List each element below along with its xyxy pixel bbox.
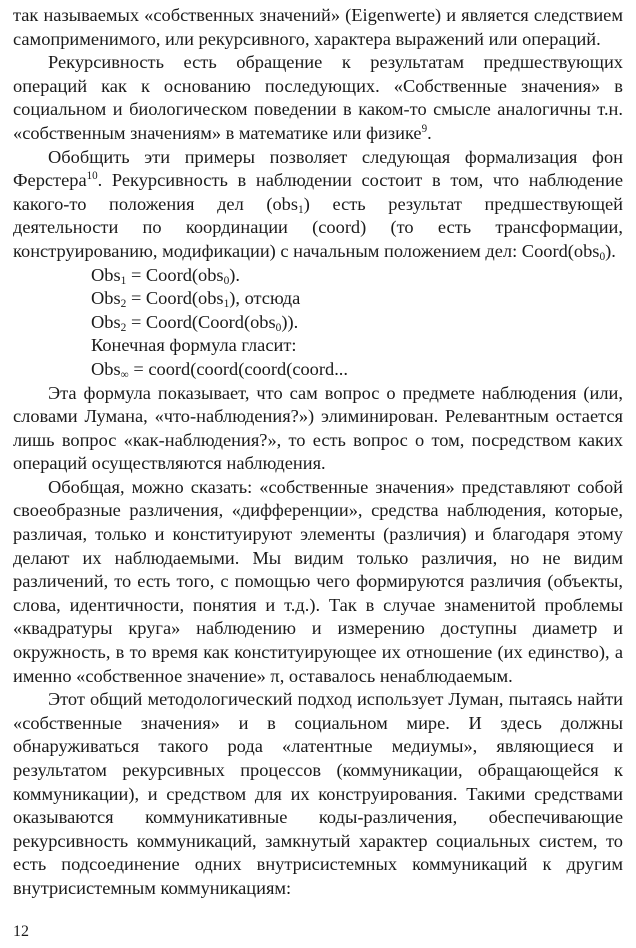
- paragraph-4: [13, 382, 623, 476]
- paragraph-3-text-b: . Рекурсивность в наблюдении состоит в том, что наблюдение какого-то положения дел (obs: [13, 170, 623, 214]
- paragraph-3: [13, 146, 623, 264]
- formula-intro-text: Конечная формула гласит:: [91, 335, 297, 356]
- formula-3: [13, 311, 623, 335]
- formula-2-part-b: = Coord(obs: [126, 288, 224, 309]
- footnote-9-marker: 9: [421, 123, 428, 136]
- formula-3-part-c: )).: [281, 311, 299, 332]
- paragraph-5: [13, 476, 623, 688]
- formula-3-part-a: Obs: [91, 311, 121, 332]
- formula-final: [13, 358, 623, 382]
- page-number: 12: [13, 923, 29, 940]
- formula-2: [13, 287, 623, 311]
- paragraph-2-text: Рекурсивность есть обращение к результатам предшествующих операций как к основанию последующих. «Собственные значения» в социальном и биологическом поведении в каком-то смысле аналогичны т.н. «собственным значениям» в математике или физике: [13, 52, 623, 143]
- paragraph-3-text-a: Обобщить эти примеры позволяет следующая формализация фон Ферстера: [13, 146, 623, 191]
- subscript-0: 0: [599, 251, 606, 264]
- formula-2-sub-b: 1: [223, 298, 230, 311]
- formula-2-part-c: ), отсюда: [229, 288, 301, 309]
- paragraph-6-text: Этот общий методологический подход использует Луман, пытаясь найти «собственные значения» и в социальном мире. И здесь должны обнаруживаться такого рода «латентные медиумы», являющиеся и результатом рекурсивных процессов (коммуникации, обращающейся к коммуникации), и средством для их конструирования. Такими средствами оказываются коммуникативные коды-различения, обеспечивающие рекурсивность коммуникаций, замкнутый характер социальных систем, то есть подсоединение одних внутрисистемных коммуникаций к другим внутрисистемным коммуникациям:: [13, 689, 623, 898]
- paragraph-1-text: так называемых «собственных значений» (Eigenwerte) и является следствием самоприменимого, или рекурсивного, характера выражений или операций.: [13, 5, 623, 49]
- formula-2-part-a: Obs: [91, 288, 121, 309]
- paragraph-2-end: .: [427, 122, 432, 143]
- formula-final-sub-infinity: ∞: [120, 369, 129, 382]
- formula-1-part-a: Obs: [91, 264, 121, 285]
- subscript-1: 1: [298, 203, 304, 216]
- paragraph-3-text-c: ) есть результат предшествующей деятельности по координации (coord) (то есть трансформации, конструированию, модификации) с начальным положением дел: Coord(obs: [13, 193, 623, 261]
- paragraph-5-text: Обобщая, можно сказать: «собственные значения» представляют собой своеобразные различения, «дифференции», средства наблюдения, которые, различая, только и конституируют элементы (различия) и благодаря этому делают их наблюдаемыми. Мы видим только различия, но не видим различений, то есть того, с помощью чего формируются различия (объекты, слова, идентичности, понятия и т.д.). Так в случае знаменитой проблемы «квадратуры круга» наблюдению и измерению доступны диаметр и окружность, в то время как конституирующее их отношение (их единство), а именно «собственное значение» π, оставалось ненаблюдаемым.: [13, 476, 623, 686]
- paragraph-4-text: Эта формула показывает, что сам вопрос о предмете наблюдения (или, словами Лумана, «что-наблюдения?») элиминирован. Релевантным остается лишь вопрос «как-наблюдения?», то есть вопрос о том, посредством каких операций осуществляются наблюдения.: [13, 382, 623, 474]
- formula-1-sub-b: 0: [223, 274, 230, 287]
- formula-intro: [13, 334, 623, 358]
- formula-2-sub-a: 2: [120, 298, 127, 311]
- paragraph-3-text-d: ).: [605, 240, 616, 261]
- formula-1-part-c: ).: [229, 264, 240, 285]
- paragraph-6: [13, 688, 623, 900]
- paragraph-1: [13, 4, 623, 51]
- book-page: [13, 4, 623, 901]
- formula-1-part-b: = Coord(obs: [126, 264, 224, 285]
- paragraph-2: [13, 51, 623, 145]
- formula-3-sub-a: 2: [120, 321, 127, 334]
- formula-final-part-b: = coord(coord(coord(coord...: [128, 358, 348, 379]
- formula-final-part-a: Obs: [91, 358, 121, 379]
- formula-1-sub-a: 1: [120, 274, 127, 287]
- formula-3-sub-b: 0: [275, 321, 282, 334]
- formula-1: [13, 264, 623, 288]
- footnote-10-marker: 10: [86, 170, 98, 183]
- formula-3-part-b: = Coord(Coord(obs: [126, 311, 276, 332]
